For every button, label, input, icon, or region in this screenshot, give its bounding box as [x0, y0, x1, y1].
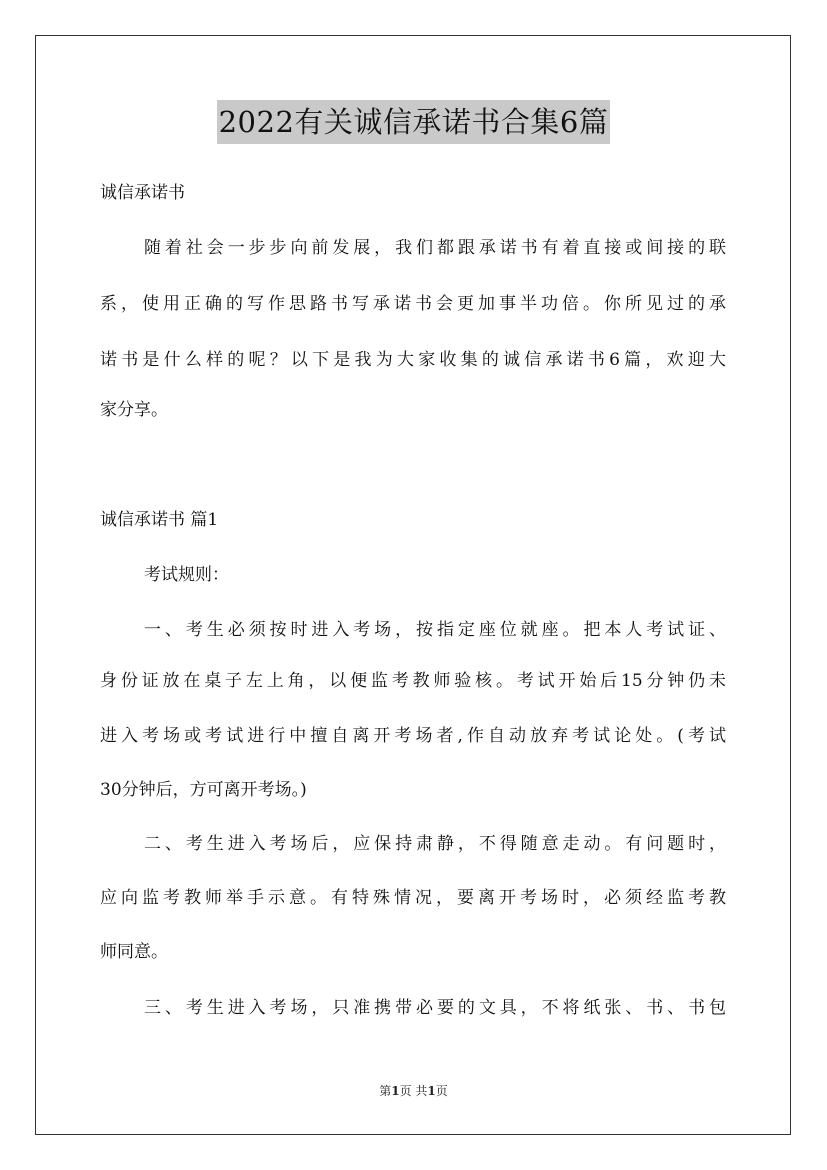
footer-page-total: 1 — [427, 1084, 436, 1098]
rule1-line-2: 身份证放在桌子左上角，以便监考教师验核。考试开始后15分钟仍未 — [100, 671, 726, 691]
rule2-line-1: 二、考生进入考场后，应保持肃静，不得随意走动。有问题时， — [144, 834, 726, 854]
rules-title: 考试规则： — [144, 565, 229, 585]
footer-page-prefix: 第 — [379, 1084, 392, 1098]
rule1-line-4: 30分钟后，方可离开考场。) — [100, 780, 307, 800]
rule1-line-3: 进入考场或考试进行中擅自离开考场者,作自动放弃考试论处。(考试 — [100, 726, 726, 746]
intro-line-3: 诺书是什么样的呢？以下是我为大家收集的诚信承诺书6篇，欢迎大 — [100, 350, 726, 370]
footer-page-mid: 页 共 — [399, 1084, 428, 1098]
intro-line-4: 家分享。 — [100, 400, 168, 420]
intro-line-1: 随着社会一步步向前发展，我们都跟承诺书有着直接或间接的联 — [144, 238, 726, 258]
document-title: 2022有关诚信承诺书合集6篇 — [217, 100, 611, 144]
page-footer — [0, 1082, 827, 1100]
rule2-line-2: 应向监考教师举手示意。有特殊情况，要离开考场时，必须经监考教 — [100, 888, 726, 908]
intro-line-2: 系，使用正确的写作思路书写承诺书会更加事半功倍。你所见过的承 — [100, 294, 726, 314]
rule3-line-1: 三、考生进入考场，只准携带必要的文具，不将纸张、书、书包 — [144, 998, 726, 1018]
title-container — [0, 100, 827, 144]
footer-page-number: 1 — [391, 1084, 400, 1098]
footer-page-suffix: 页 — [435, 1084, 448, 1098]
rule1-line-1: 一、考生必须按时进入考场，按指定座位就座。把本人考试证、 — [144, 620, 726, 640]
main-heading: 诚信承诺书 — [100, 183, 185, 203]
rule2-line-3: 师同意。 — [100, 942, 168, 962]
section-heading: 诚信承诺书 篇1 — [100, 510, 219, 530]
